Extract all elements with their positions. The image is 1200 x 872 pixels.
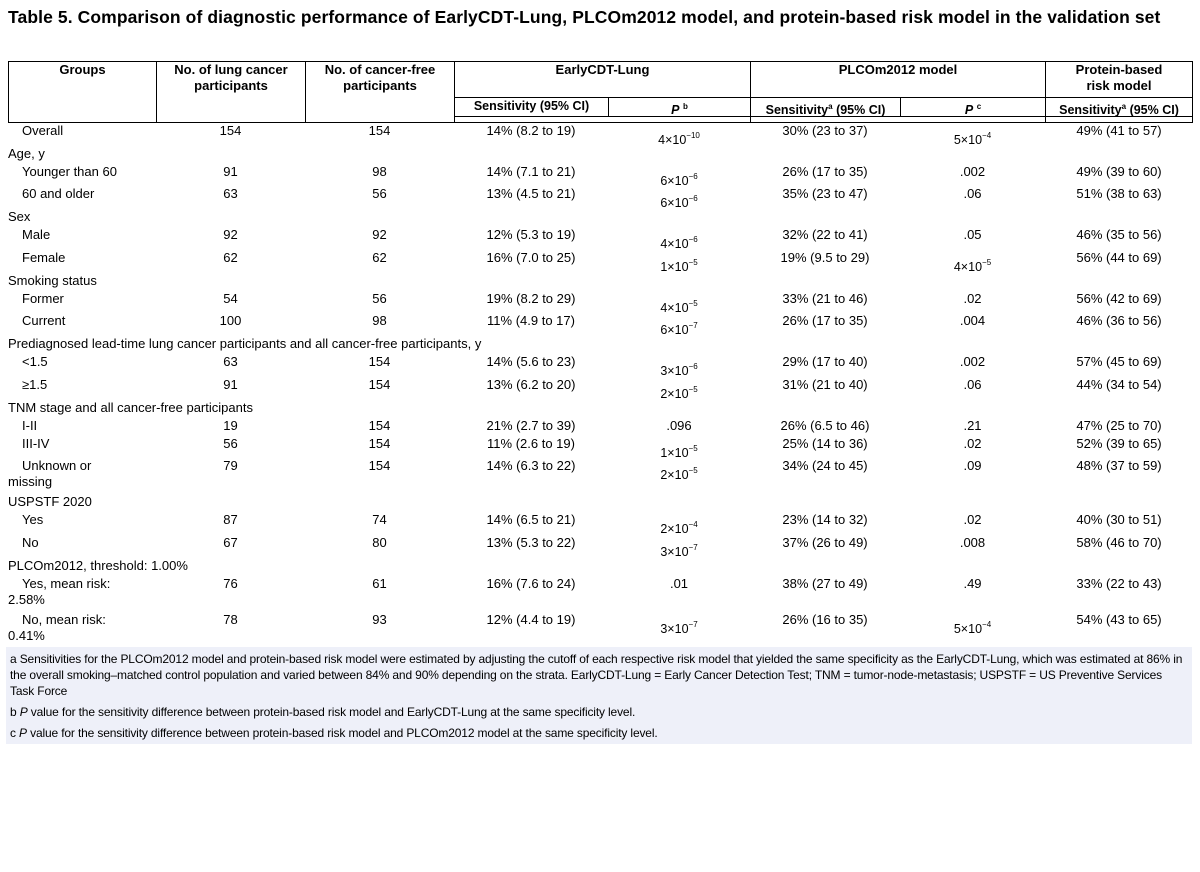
cell-sens-plco: 26% (16 to 35) <box>782 612 868 627</box>
row-label: Male <box>22 227 51 242</box>
row-label: No, mean risk: <box>22 612 106 627</box>
cell-sens-plco: 26% (17 to 35) <box>782 313 868 328</box>
row-label: I-II <box>22 418 38 433</box>
cell-p-b <box>608 463 750 483</box>
cell-p-c: .05 <box>963 227 982 242</box>
row-label: <1.5 <box>22 354 48 369</box>
table-footnotes <box>6 647 1192 744</box>
footnote-b-p: P <box>19 705 28 719</box>
p-b-exponent: −7 <box>688 543 698 552</box>
cell-sens-protein: 51% (38 to 63) <box>1076 186 1162 201</box>
cell-p-c: .06 <box>963 377 982 392</box>
cell-p-c: .02 <box>963 436 982 451</box>
cell-n-lung: 54 <box>223 291 238 306</box>
header-protein-label: Protein-based risk model <box>1075 62 1163 93</box>
cell-n-free: 74 <box>372 512 387 527</box>
cell-n-lung: 62 <box>223 250 238 265</box>
cell-n-lung: 91 <box>223 164 238 179</box>
footnote-a: a Sensitivities for the PLCOm2012 model and protein-based risk model were estimated by adjusting the cutoff of each respective risk model that yielded the same specificity as the EarlyCDT-Lung, which was estimated at 86% in the overall smoking–matched control population and varied between 84% and 90% depending on the strata. EarlyCDT-Lung = Early Cancer Detection Test; TNM = tumor-node-metastasis; USPSTF = US Preventive Services Task Force <box>10 652 1183 698</box>
cell-n-free: 80 <box>372 535 387 550</box>
header-plco-label: PLCOm2012 model <box>838 62 958 77</box>
row-label: PLCOm2012, threshold: 1.00% <box>8 558 188 573</box>
p-b-base: 4×10 <box>658 133 687 147</box>
cell-sens-earlycdt: 19% (8.2 to 29) <box>486 291 576 306</box>
cell-sens-earlycdt: 14% (5.6 to 23) <box>486 354 576 369</box>
cell-p-c: .002 <box>959 354 986 369</box>
cell-n-lung: 63 <box>223 186 238 201</box>
cell-p-b <box>608 540 750 560</box>
cell-p-b <box>608 191 750 211</box>
header-earlycdt-label: EarlyCDT-Lung <box>555 62 650 77</box>
cell-p-c <box>900 128 1045 148</box>
cell-p-c: .09 <box>963 458 982 473</box>
subheader-p2-sup: c <box>976 102 982 111</box>
row-label-continued: 0.41% <box>8 628 45 643</box>
subheader-sensitivity-plco <box>750 97 901 117</box>
subheader-sensitivity-earlycdt <box>454 97 609 117</box>
subheader-sens-a2-rest: (95% CI) <box>1126 103 1179 117</box>
cell-p-b <box>608 296 750 316</box>
p-b-base: 6×10 <box>660 196 689 210</box>
cell-sens-earlycdt: 14% (6.5 to 21) <box>486 512 576 527</box>
cell-sens-plco: 35% (23 to 47) <box>782 186 868 201</box>
cell-n-free: 62 <box>372 250 387 265</box>
row-label: Female <box>22 250 66 265</box>
row-label-continued: missing <box>8 474 53 489</box>
cell-sens-plco: 38% (27 to 49) <box>782 576 868 591</box>
cell-n-lung: 67 <box>223 535 238 550</box>
p-b-exponent: −6 <box>688 194 698 203</box>
row-label: Former <box>22 291 64 306</box>
cell-sens-plco: 23% (14 to 32) <box>782 512 868 527</box>
subheader-p-c <box>900 97 1046 117</box>
p-c-exponent: −4 <box>982 131 992 140</box>
cell-n-free: 154 <box>368 377 391 392</box>
cell-n-free: 56 <box>372 186 387 201</box>
cell-sens-earlycdt: 14% (8.2 to 19) <box>486 123 576 138</box>
p-b-base: 4×10 <box>660 301 689 315</box>
cell-p-b: .01 <box>669 576 689 591</box>
p-b-exponent: −5 <box>688 466 698 475</box>
cell-p-b <box>608 318 750 338</box>
footnote-b-prefix: b <box>10 705 20 719</box>
cell-sens-earlycdt: 12% (5.3 to 19) <box>486 227 576 242</box>
p-b-base: 3×10 <box>660 622 689 636</box>
table-header <box>8 61 1193 123</box>
p-c-base: 5×10 <box>953 622 983 636</box>
subheader-sens-a2-sup: a <box>1121 102 1127 111</box>
cell-n-lung: 87 <box>223 512 238 527</box>
row-label: Yes <box>22 512 44 527</box>
cell-sens-earlycdt: 16% (7.6 to 24) <box>486 576 576 591</box>
cell-n-lung: 79 <box>223 458 238 473</box>
subheader-sens-a-rest: (95% CI) <box>832 103 886 117</box>
row-label-continued: 2.58% <box>8 592 45 607</box>
p-b-exponent: −7 <box>688 620 698 629</box>
cell-sens-plco: 37% (26 to 49) <box>782 535 868 550</box>
cell-n-lung: 92 <box>223 227 238 242</box>
cell-p-c: .002 <box>959 164 986 179</box>
p-b-base: 4×10 <box>660 237 689 251</box>
cell-n-lung: 63 <box>223 354 238 369</box>
subheader-sens-a-sup: a <box>828 102 833 111</box>
cell-p-b <box>608 617 750 637</box>
cell-n-free: 154 <box>368 418 391 433</box>
cell-sens-protein: 56% (42 to 69) <box>1076 291 1162 306</box>
cell-sens-earlycdt: 14% (7.1 to 21) <box>486 164 576 179</box>
p-b-exponent: −4 <box>688 520 698 529</box>
header-n-free <box>305 61 455 123</box>
row-label: 60 and older <box>22 186 95 201</box>
p-b-exponent: −10 <box>686 131 700 140</box>
cell-p-c: .21 <box>963 418 982 433</box>
p-c-base: 4×10 <box>953 260 983 274</box>
row-label: USPSTF 2020 <box>8 494 92 509</box>
p-b-exponent: −7 <box>688 321 698 330</box>
row-label: Younger than 60 <box>22 164 117 179</box>
cell-sens-plco: 31% (21 to 40) <box>782 377 868 392</box>
p-c-exponent: −4 <box>982 620 992 629</box>
cell-n-free: 154 <box>368 123 391 138</box>
cell-sens-protein: 44% (34 to 54) <box>1076 377 1162 392</box>
row-label: Sex <box>8 209 31 224</box>
cell-sens-protein: 47% (25 to 70) <box>1076 418 1162 433</box>
table-title: Table 5. Comparison of diagnostic performance of EarlyCDT-Lung, PLCOm2012 model, and protein-based risk model in the validation set <box>8 7 1161 27</box>
cell-n-free: 98 <box>372 164 387 179</box>
cell-sens-protein: 49% (41 to 57) <box>1076 123 1162 138</box>
cell-p-b <box>608 517 750 537</box>
cell-sens-earlycdt: 12% (4.4 to 19) <box>486 612 576 627</box>
cell-sens-protein: 54% (43 to 65) <box>1076 612 1162 627</box>
cell-p-c: .004 <box>959 313 986 328</box>
cell-sens-protein: 49% (39 to 60) <box>1076 164 1162 179</box>
p-b-base: 2×10 <box>660 522 689 536</box>
cell-p-b <box>608 382 750 402</box>
cell-p-c: .02 <box>963 291 982 306</box>
cell-sens-plco: 30% (23 to 37) <box>782 123 868 138</box>
footnote-b <box>10 704 1186 720</box>
cell-p-b: .096 <box>666 418 692 433</box>
p-b-exponent: −6 <box>688 172 698 181</box>
cell-n-lung: 154 <box>219 123 242 138</box>
header-groups-label: Groups <box>59 62 106 77</box>
cell-p-c: .49 <box>963 576 982 591</box>
header-n-lung <box>156 61 306 123</box>
cell-n-lung: 56 <box>223 436 238 451</box>
subheader-sensitivity-protein <box>1045 97 1193 117</box>
cell-sens-earlycdt: 14% (6.3 to 22) <box>486 458 576 473</box>
cell-sens-earlycdt: 16% (7.0 to 25) <box>486 250 576 265</box>
cell-sens-protein: 40% (30 to 51) <box>1076 512 1162 527</box>
subheader-p-text: P <box>671 103 680 117</box>
footnote-c-p: P <box>19 726 27 740</box>
cell-sens-protein: 48% (37 to 59) <box>1076 458 1162 473</box>
cell-n-free: 93 <box>372 612 387 627</box>
row-label: No <box>22 535 39 550</box>
cell-sens-protein: 58% (46 to 70) <box>1076 535 1162 550</box>
cell-p-b <box>608 232 750 252</box>
cell-sens-protein: 46% (36 to 56) <box>1076 313 1162 328</box>
cell-p-c: .06 <box>963 186 982 201</box>
cell-n-free: 61 <box>372 576 387 591</box>
row-label: ≥1.5 <box>22 377 48 392</box>
cell-sens-earlycdt: 11% (4.9 to 17) <box>487 313 575 328</box>
row-label: Overall <box>22 123 64 138</box>
p-b-exponent: −5 <box>688 299 698 308</box>
p-b-exponent: −5 <box>688 258 698 267</box>
subheader-sens-a-text: Sensitivity <box>765 103 829 117</box>
cell-p-c <box>900 255 1045 275</box>
cell-n-lung: 78 <box>223 612 238 627</box>
p-b-base: 1×10 <box>660 260 689 274</box>
p-b-exponent: −6 <box>688 235 698 244</box>
row-label: Smoking status <box>8 273 97 288</box>
cell-n-lung: 19 <box>223 418 238 433</box>
cell-sens-earlycdt: 21% (2.7 to 39) <box>486 418 576 433</box>
footnote-b-rest: value for the sensitivity difference between protein-based risk model and EarlyCDT-Lung at the same specificity level. <box>27 705 636 719</box>
cell-p-b <box>608 255 750 275</box>
row-label: TNM stage and all cancer-free participants <box>8 400 253 415</box>
cell-n-lung: 76 <box>223 576 238 591</box>
row-label: Unknown or <box>22 458 92 473</box>
cell-n-free: 154 <box>368 436 391 451</box>
p-c-base: 5×10 <box>953 133 983 147</box>
cell-sens-plco: 25% (14 to 36) <box>782 436 868 451</box>
header-n-free-label: No. of cancer-free participants <box>324 62 436 93</box>
cell-p-c: .008 <box>959 535 986 550</box>
cell-n-lung: 91 <box>223 377 238 392</box>
p-b-exponent: −5 <box>688 444 698 453</box>
footnote-c-rest: value for the sensitivity difference between protein-based risk model and PLCOm2012 model at the same specificity level. <box>26 726 658 740</box>
subheader-p2-text: P <box>964 103 974 117</box>
row-label: Prediagnosed lead-time lung cancer participants and all cancer-free participants, y <box>8 336 482 351</box>
p-c-exponent: −5 <box>982 258 992 267</box>
p-b-base: 6×10 <box>660 174 689 188</box>
cell-n-free: 154 <box>368 458 391 473</box>
cell-p-b <box>608 359 750 379</box>
p-b-base: 2×10 <box>660 468 689 482</box>
cell-sens-plco: 29% (17 to 40) <box>782 354 868 369</box>
subheader-sensitivity-text: Sensitivity (95% CI) <box>473 99 590 113</box>
cell-sens-earlycdt: 13% (5.3 to 22) <box>486 535 576 550</box>
header-n-lung-label: No. of lung cancer participants <box>174 62 288 93</box>
footnote-c <box>10 725 1186 741</box>
cell-n-free: 56 <box>372 291 387 306</box>
subheader-p-sup: b <box>682 102 688 111</box>
row-label: Age, y <box>8 146 45 161</box>
p-b-base: 2×10 <box>660 387 689 401</box>
cell-p-b <box>608 128 750 148</box>
cell-sens-plco: 33% (21 to 46) <box>782 291 868 306</box>
cell-n-free: 154 <box>368 354 391 369</box>
cell-p-b <box>608 441 750 461</box>
cell-sens-earlycdt: 13% (6.2 to 20) <box>486 377 576 392</box>
p-b-base: 3×10 <box>660 545 689 559</box>
cell-sens-plco: 32% (22 to 41) <box>782 227 868 242</box>
cell-p-c: .02 <box>963 512 982 527</box>
p-b-exponent: −5 <box>688 385 698 394</box>
cell-sens-protein: 33% (22 to 43) <box>1076 576 1162 591</box>
cell-p-b <box>608 169 750 189</box>
cell-sens-earlycdt: 11% (2.6 to 19) <box>487 436 575 451</box>
cell-sens-earlycdt: 13% (4.5 to 21) <box>486 186 576 201</box>
subheader-p-b <box>608 97 751 117</box>
footnote-c-prefix: c <box>10 726 20 740</box>
cell-sens-protein: 57% (45 to 69) <box>1076 354 1162 369</box>
cell-sens-protein: 46% (35 to 56) <box>1076 227 1162 242</box>
cell-sens-plco: 26% (17 to 35) <box>782 164 868 179</box>
cell-p-c <box>900 617 1045 637</box>
cell-n-free: 98 <box>372 313 387 328</box>
cell-sens-plco: 34% (24 to 45) <box>782 458 868 473</box>
row-label: Current <box>22 313 66 328</box>
cell-sens-plco: 26% (6.5 to 46) <box>780 418 870 433</box>
cell-sens-plco: 19% (9.5 to 29) <box>780 250 870 265</box>
cell-n-lung: 100 <box>219 313 242 328</box>
cell-sens-protein: 52% (39 to 65) <box>1076 436 1162 451</box>
p-b-exponent: −6 <box>688 362 698 371</box>
p-b-base: 3×10 <box>660 364 689 378</box>
cell-sens-protein: 56% (44 to 69) <box>1076 250 1162 265</box>
row-label: III-IV <box>22 436 50 451</box>
p-b-base: 6×10 <box>660 323 689 337</box>
cell-n-free: 92 <box>372 227 387 242</box>
row-label: Yes, mean risk: <box>22 576 111 591</box>
p-b-base: 1×10 <box>660 446 689 460</box>
subheader-sens-a2-text: Sensitivity <box>1059 103 1122 117</box>
header-groups <box>8 61 157 123</box>
